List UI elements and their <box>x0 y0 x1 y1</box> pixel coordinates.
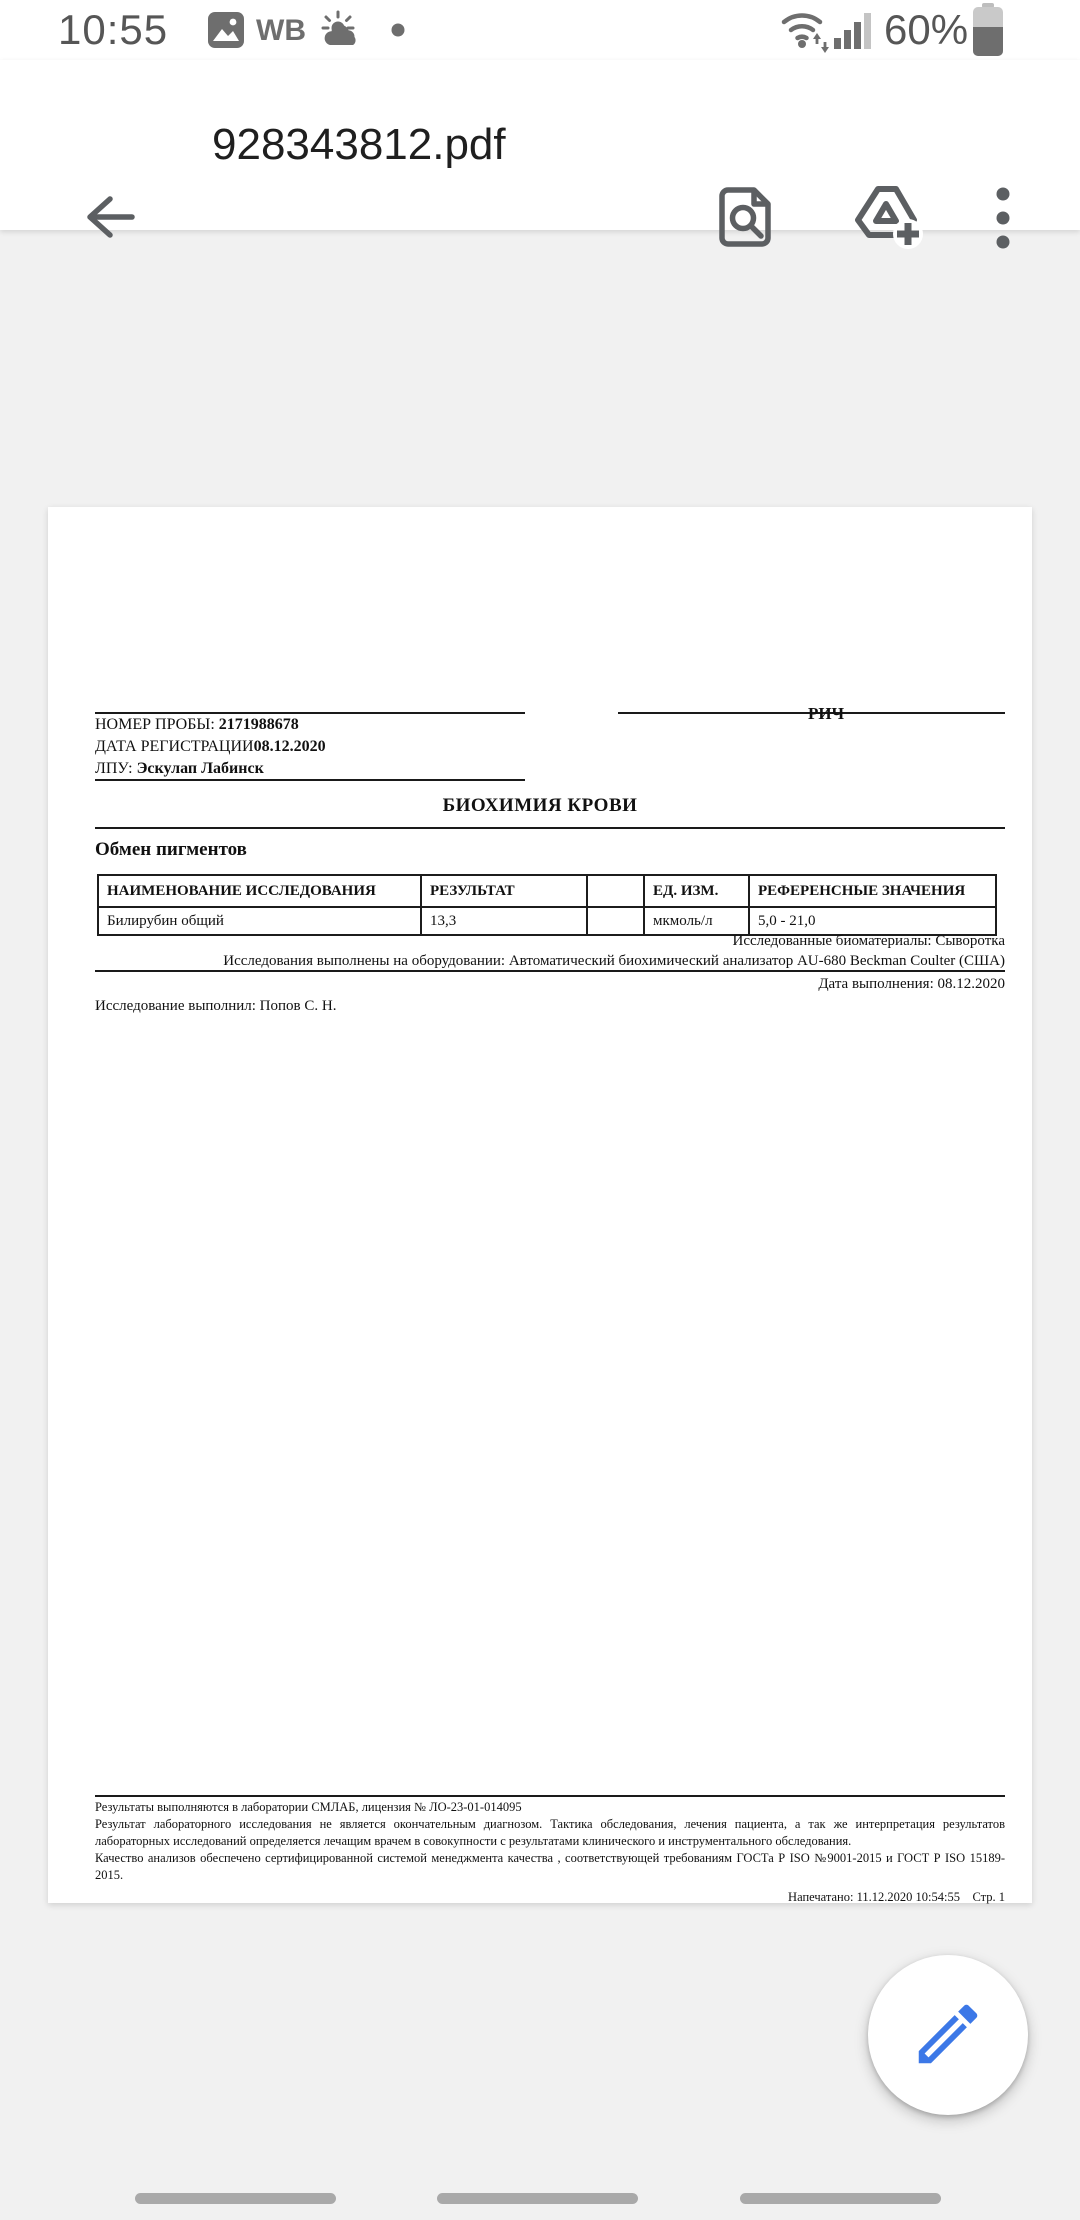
carrier-label: WB <box>256 14 306 47</box>
lpu-line: ЛПУ: Эскулап Лабинск <box>95 760 264 777</box>
three-dots-icon <box>994 238 1012 253</box>
col-header <box>587 875 644 907</box>
sample-number-line: НОМЕР ПРОБЫ: 2171988678 <box>95 716 299 733</box>
battery-icon <box>970 0 1006 60</box>
overflow-menu-button[interactable] <box>994 186 1012 253</box>
sample-header-block <box>95 714 326 780</box>
signal-strength-icon <box>832 0 876 60</box>
execution-date-note: Дата выполнения: 08.12.2020 <box>818 976 1005 992</box>
page-footer <box>95 1799 1005 1906</box>
nav-gesture-pill-back[interactable] <box>740 2193 941 2204</box>
footer-lab-license: Результаты выполняются в лаборатории СМЛАБ, лицензия № ЛО-23-01-014095 <box>95 1800 522 1814</box>
report-title: БИОХИМИЯ КРОВИ <box>442 795 638 816</box>
notification-dot-icon <box>390 0 406 60</box>
wifi-icon <box>780 0 830 60</box>
footer-rule <box>95 1795 1005 1797</box>
col-header: ЕД. ИЗМ. <box>644 875 749 907</box>
equipment-note: Исследования выполнены на оборудовании: Автоматический биохимический анализатор AU-680 Beckman Coulter (США) <box>223 953 1005 969</box>
performed-by-note: Исследование выполнил: Попов С. Н. <box>95 998 337 1014</box>
nav-gesture-pill-recent[interactable] <box>135 2193 336 2204</box>
find-in-document-button[interactable] <box>714 184 778 253</box>
image-notification-icon <box>206 0 246 60</box>
equipment-rule <box>95 970 1005 972</box>
header-rule-bottom <box>95 779 525 781</box>
pencil-icon <box>909 1995 987 2076</box>
back-button[interactable] <box>80 187 140 250</box>
app-toolbar <box>0 60 1080 230</box>
battery-percent: 60% <box>884 6 969 53</box>
cell-units: мкмоль/л <box>644 907 749 935</box>
footer-disclaimer: Результат лабораторного исследования не является окончательным диагнозом. Тактика обследования, лечения пациента, а так же интерпретация результатов лабораторных исследований определяется лечащим врачем в совокупности с результатами клинического и инструментального обследования. <box>95 1817 1005 1848</box>
pdf-viewer-area[interactable] <box>0 230 1080 2220</box>
add-to-drive-button[interactable] <box>850 182 922 255</box>
document-title: 928343812.pdf <box>212 120 506 169</box>
footer-printed: Напечатано: 11.12.2020 10:54:55 Стр. 1 <box>788 1890 1005 1904</box>
footer-quality: Качество анализов обеспечено сертифицированной системой менеджмента качества , соответствующей требованиям ГОСТа Р ISO №9001-2015 и ГОСТ Р ISO 15189-2015. <box>95 1851 1005 1882</box>
patient-name-fragment: РИЧ <box>808 704 845 723</box>
weather-partly-cloudy-icon <box>318 0 364 60</box>
cell-test-name: Билирубин общий <box>98 907 421 935</box>
status-time: 10:55 <box>58 6 169 53</box>
add-to-drive-icon <box>850 240 922 255</box>
col-header: РЕФЕРЕНСНЫЕ ЗНАЧЕНИЯ <box>749 875 996 907</box>
biomaterials-note: Исследованные биоматериалы: Сыворотка <box>732 933 1005 949</box>
edit-fab-button[interactable] <box>868 1955 1028 2115</box>
table-header-row <box>98 875 996 907</box>
pdf-page <box>48 507 1032 1903</box>
registration-date-line: ДАТА РЕГИСТРАЦИИ08.12.2020 <box>95 738 326 755</box>
arrow-left-icon <box>80 235 140 250</box>
section-title: Обмен пигментов <box>95 839 247 860</box>
cell-reference: 5,0 - 21,0 <box>749 907 996 935</box>
cell-result: 13,3 <box>421 907 587 935</box>
col-header: НАИМЕНОВАНИЕ ИССЛЕДОВАНИЯ <box>98 875 421 907</box>
status-bar <box>0 0 1080 60</box>
nav-gesture-pill-home[interactable] <box>437 2193 638 2204</box>
title-rule <box>95 827 1005 829</box>
results-table <box>97 874 997 936</box>
find-in-page-icon <box>714 238 778 253</box>
col-header: РЕЗУЛЬТАТ <box>421 875 587 907</box>
